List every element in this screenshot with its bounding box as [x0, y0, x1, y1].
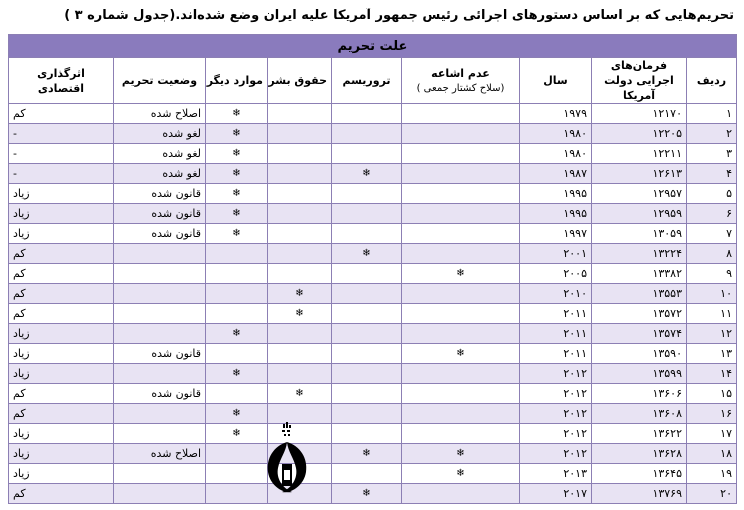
cell-terror	[332, 144, 402, 164]
cell-other	[206, 304, 268, 324]
cell-other: ❄	[206, 204, 268, 224]
cell-order: ۱۲۲۱۱	[592, 144, 687, 164]
cell-other	[206, 264, 268, 284]
header-year: سال	[520, 58, 592, 104]
cell-order: ۱۳۶۴۵	[592, 464, 687, 484]
cell-order: ۱۳۶۰۸	[592, 404, 687, 424]
table-row	[9, 184, 737, 204]
header-wmd-sub: (سلاح کشتار جمعی )	[416, 82, 505, 94]
cell-impact: کم	[9, 384, 114, 404]
cell-order: ۱۳۵۷۴	[592, 324, 687, 344]
cell-order: ۱۳۷۶۹	[592, 484, 687, 504]
cell-impact: -	[9, 164, 114, 184]
cell-status: اصلاح شده	[114, 104, 206, 124]
table-row	[9, 264, 737, 284]
cell-terror	[332, 324, 402, 344]
cell-other	[206, 464, 268, 484]
cause-header: علت تحریم	[9, 35, 737, 58]
cell-radif: ۷	[687, 224, 737, 244]
cell-wmd	[402, 184, 520, 204]
table-row	[9, 424, 737, 444]
table-row	[9, 444, 737, 464]
cell-status: قانون شده	[114, 204, 206, 224]
cell-year: ۱۹۸۰	[520, 124, 592, 144]
cell-order: ۱۳۵۵۳	[592, 284, 687, 304]
cell-year: ۲۰۰۱	[520, 244, 592, 264]
cell-status	[114, 304, 206, 324]
cell-terror	[332, 104, 402, 124]
cell-radif: ۱۰	[687, 284, 737, 304]
cell-terror	[332, 204, 402, 224]
cell-rights	[268, 404, 332, 424]
table-row	[9, 484, 737, 504]
cell-other: ❄	[206, 404, 268, 424]
cell-terror: ❄	[332, 444, 402, 464]
cell-rights	[268, 104, 332, 124]
cell-order: ۱۳۶۰۶	[592, 384, 687, 404]
cell-impact: زیاد	[9, 184, 114, 204]
cell-impact: کم	[9, 484, 114, 504]
cell-rights	[268, 224, 332, 244]
cell-wmd	[402, 304, 520, 324]
cell-other	[206, 384, 268, 404]
cell-rights	[268, 324, 332, 344]
cell-year: ۲۰۱۳	[520, 464, 592, 484]
cell-rights	[268, 164, 332, 184]
cell-radif: ۱۵	[687, 384, 737, 404]
cell-order: ۱۲۹۵۷	[592, 184, 687, 204]
cell-impact: -	[9, 124, 114, 144]
cell-terror	[332, 304, 402, 324]
header-terror: تروریسم	[332, 58, 402, 104]
cell-terror	[332, 264, 402, 284]
cell-order: ۱۲۶۱۳	[592, 164, 687, 184]
cell-order: ۱۲۱۷۰	[592, 104, 687, 124]
cell-order: ۱۲۲۰۵	[592, 124, 687, 144]
cell-year: ۱۹۹۷	[520, 224, 592, 244]
cell-wmd	[402, 104, 520, 124]
cell-year: ۲۰۱۲	[520, 364, 592, 384]
cell-order: ۱۲۹۵۹	[592, 204, 687, 224]
cell-radif: ۹	[687, 264, 737, 284]
cell-impact: -	[9, 144, 114, 164]
cell-radif: ۱۸	[687, 444, 737, 464]
cell-year: ۱۹۹۵	[520, 184, 592, 204]
table-row	[9, 204, 737, 224]
cell-order: ۱۳۵۹۹	[592, 364, 687, 384]
cell-impact: کم	[9, 304, 114, 324]
cell-terror	[332, 384, 402, 404]
cell-other: ❄	[206, 424, 268, 444]
cell-year: ۲۰۰۵	[520, 264, 592, 284]
cell-status: لغو شده	[114, 164, 206, 184]
cell-impact: زیاد	[9, 444, 114, 464]
cell-status	[114, 364, 206, 384]
header-other: موارد دیگر	[206, 58, 268, 104]
cell-year: ۲۰۱۲	[520, 424, 592, 444]
cell-impact: کم	[9, 264, 114, 284]
cause-header-row	[9, 35, 737, 58]
cell-other	[206, 284, 268, 304]
table-row	[9, 404, 737, 424]
cell-status	[114, 484, 206, 504]
cell-status	[114, 244, 206, 264]
table-caption: تحریم‌هایی که بر اساس دستورهای اجرائی رئیس جمهور آمریکا علیه ایران وضع شده‌اند.(جدول شماره ۳ )	[64, 8, 734, 23]
table-row	[9, 144, 737, 164]
cell-order: ۱۳۲۲۴	[592, 244, 687, 264]
cell-other	[206, 344, 268, 364]
table-row	[9, 384, 737, 404]
table-row	[9, 124, 737, 144]
cell-other: ❄	[206, 164, 268, 184]
cell-terror: ❄	[332, 484, 402, 504]
cell-impact: کم	[9, 404, 114, 424]
cell-rights	[268, 364, 332, 384]
cell-rights	[268, 244, 332, 264]
cell-radif: ۲	[687, 124, 737, 144]
header-wmd-label: عدم اشاعه	[431, 66, 490, 80]
table-body	[9, 104, 737, 504]
cell-radif: ۱۹	[687, 464, 737, 484]
cell-radif: ۲۰	[687, 484, 737, 504]
cell-wmd	[402, 424, 520, 444]
cell-status: قانون شده	[114, 384, 206, 404]
cell-radif: ۸	[687, 244, 737, 264]
cell-year: ۱۹۸۷	[520, 164, 592, 184]
cell-radif: ۱۳	[687, 344, 737, 364]
cell-terror: ❄	[332, 164, 402, 184]
table-row	[9, 324, 737, 344]
cell-radif: ۱۷	[687, 424, 737, 444]
cell-terror	[332, 224, 402, 244]
cell-wmd	[402, 324, 520, 344]
cell-impact: زیاد	[9, 204, 114, 224]
cell-radif: ۱	[687, 104, 737, 124]
cell-other: ❄	[206, 184, 268, 204]
cell-other	[206, 484, 268, 504]
sanctions-table	[8, 34, 737, 504]
cell-terror	[332, 344, 402, 364]
cell-rights	[268, 424, 332, 444]
cell-rights	[268, 444, 332, 464]
cell-rights	[268, 184, 332, 204]
cell-impact: زیاد	[9, 344, 114, 364]
cell-rights	[268, 124, 332, 144]
cell-wmd	[402, 284, 520, 304]
table-row	[9, 224, 737, 244]
cell-other: ❄	[206, 224, 268, 244]
cell-order: ۱۳۵۷۲	[592, 304, 687, 324]
cell-year: ۲۰۱۱	[520, 324, 592, 344]
header-rights: حقوق بشر	[268, 58, 332, 104]
cell-other: ❄	[206, 364, 268, 384]
cell-order: ۱۳۵۹۰	[592, 344, 687, 364]
cell-terror	[332, 404, 402, 424]
table-row	[9, 344, 737, 364]
table-row	[9, 104, 737, 124]
table-row	[9, 164, 737, 184]
cell-rights	[268, 484, 332, 504]
cell-status	[114, 424, 206, 444]
cell-rights	[268, 204, 332, 224]
cell-year: ۲۰۱۱	[520, 304, 592, 324]
table-row	[9, 364, 737, 384]
cell-radif: ۴	[687, 164, 737, 184]
cell-impact: زیاد	[9, 364, 114, 384]
cell-rights	[268, 344, 332, 364]
cell-radif: ۱۲	[687, 324, 737, 344]
cell-status	[114, 264, 206, 284]
cell-status	[114, 324, 206, 344]
cell-wmd	[402, 224, 520, 244]
cell-year: ۲۰۱۱	[520, 344, 592, 364]
cell-impact: زیاد	[9, 424, 114, 444]
cell-order: ۱۳۳۸۲	[592, 264, 687, 284]
header-order: فرمان‌های اجرایی دولت آمریکا	[592, 58, 687, 104]
cell-rights: ❄	[268, 284, 332, 304]
cell-wmd	[402, 124, 520, 144]
cell-year: ۱۹۹۵	[520, 204, 592, 224]
table-row	[9, 244, 737, 264]
cell-wmd	[402, 244, 520, 264]
cell-wmd	[402, 364, 520, 384]
cell-year: ۲۰۱۷	[520, 484, 592, 504]
cell-order: ۱۳۶۲۸	[592, 444, 687, 464]
cell-impact: کم	[9, 284, 114, 304]
cell-year: ۱۹۸۰	[520, 144, 592, 164]
cell-wmd: ❄	[402, 264, 520, 284]
cell-radif: ۱۴	[687, 364, 737, 384]
cell-radif: ۳	[687, 144, 737, 164]
cell-impact: زیاد	[9, 224, 114, 244]
cell-radif: ۵	[687, 184, 737, 204]
cell-other: ❄	[206, 104, 268, 124]
cell-rights: ❄	[268, 384, 332, 404]
cell-status	[114, 464, 206, 484]
cell-wmd: ❄	[402, 464, 520, 484]
cell-wmd	[402, 144, 520, 164]
cell-impact: کم	[9, 244, 114, 264]
cell-radif: ۱۶	[687, 404, 737, 424]
cell-wmd	[402, 484, 520, 504]
cell-other	[206, 244, 268, 264]
cell-other	[206, 444, 268, 464]
cell-wmd: ❄	[402, 344, 520, 364]
cell-terror	[332, 424, 402, 444]
cell-wmd	[402, 164, 520, 184]
table-row	[9, 284, 737, 304]
cell-terror	[332, 364, 402, 384]
cell-impact: زیاد	[9, 324, 114, 344]
cell-status	[114, 284, 206, 304]
cell-other: ❄	[206, 324, 268, 344]
cell-rights	[268, 464, 332, 484]
cell-year: ۲۰۱۲	[520, 404, 592, 424]
cell-wmd	[402, 404, 520, 424]
cell-order: ۱۳۰۵۹	[592, 224, 687, 244]
table-row	[9, 304, 737, 324]
cell-impact: کم	[9, 104, 114, 124]
cell-other: ❄	[206, 144, 268, 164]
cell-status: اصلاح شده	[114, 444, 206, 464]
cell-terror	[332, 464, 402, 484]
cell-wmd	[402, 384, 520, 404]
cell-other: ❄	[206, 124, 268, 144]
cell-year: ۲۰۱۲	[520, 444, 592, 464]
header-status: وضعیت تحریم	[114, 58, 206, 104]
cell-status: قانون شده	[114, 184, 206, 204]
cell-rights	[268, 144, 332, 164]
cell-status: قانون شده	[114, 344, 206, 364]
header-impact: اثرگذاری اقتصادی	[9, 58, 114, 104]
cell-status	[114, 404, 206, 424]
cell-status: لغو شده	[114, 124, 206, 144]
cell-terror	[332, 284, 402, 304]
cell-rights	[268, 264, 332, 284]
cell-impact: زیاد	[9, 464, 114, 484]
cell-radif: ۱۱	[687, 304, 737, 324]
cell-terror	[332, 184, 402, 204]
cell-status: قانون شده	[114, 224, 206, 244]
header-wmd	[402, 58, 520, 104]
header-radif: ردیف	[687, 58, 737, 104]
cell-rights: ❄	[268, 304, 332, 324]
cell-terror: ❄	[332, 244, 402, 264]
cell-status: لغو شده	[114, 144, 206, 164]
cell-wmd	[402, 204, 520, 224]
cell-order: ۱۳۶۲۲	[592, 424, 687, 444]
cell-wmd: ❄	[402, 444, 520, 464]
column-header-row	[9, 58, 737, 104]
cell-radif: ۶	[687, 204, 737, 224]
table-row	[9, 464, 737, 484]
cell-year: ۱۹۷۹	[520, 104, 592, 124]
cell-terror	[332, 124, 402, 144]
cell-year: ۲۰۱۲	[520, 384, 592, 404]
cell-year: ۲۰۱۰	[520, 284, 592, 304]
